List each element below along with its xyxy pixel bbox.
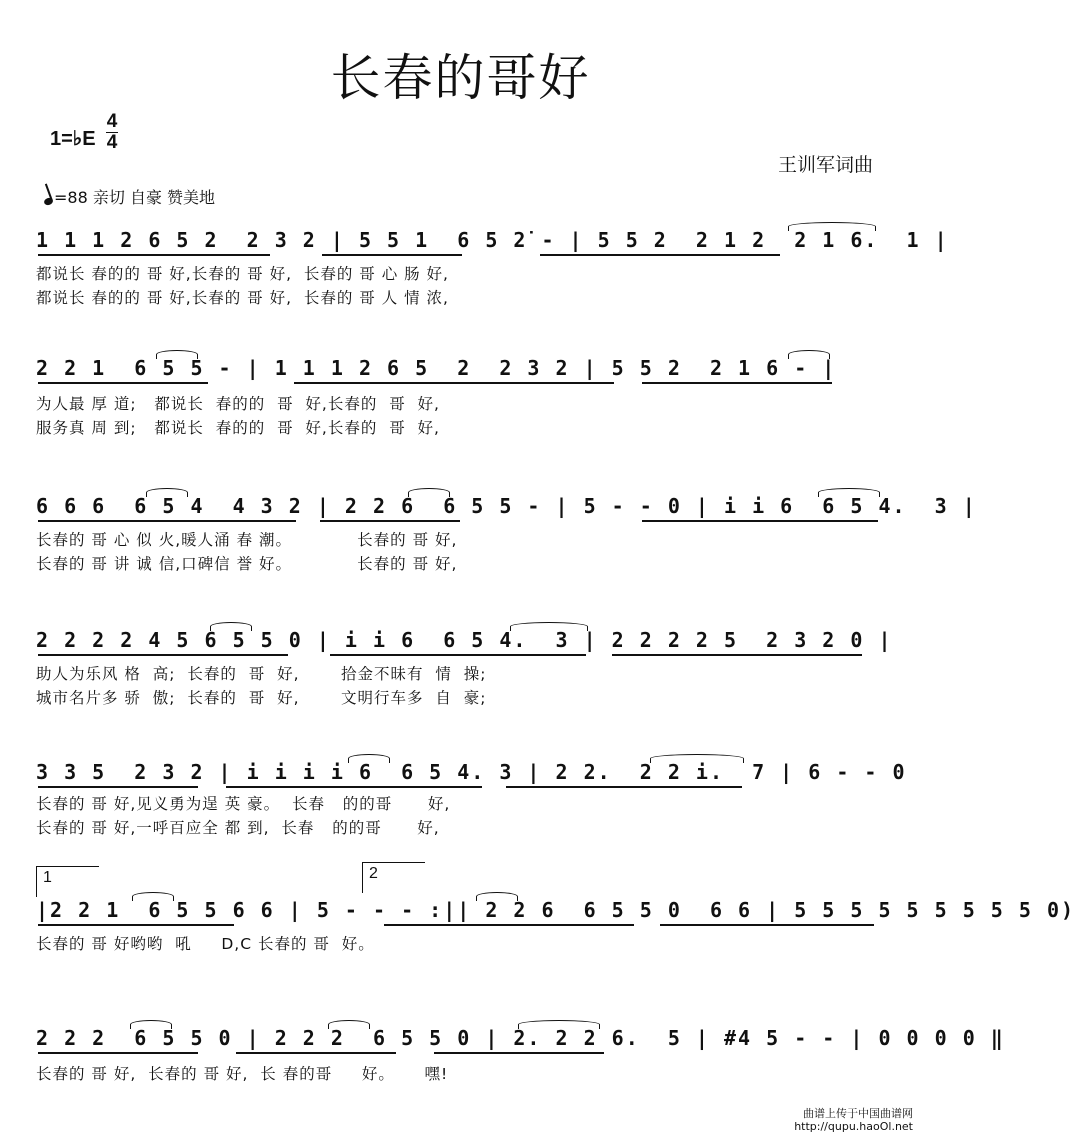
lyric-line-4a: 助人为乐风 格 高; 长春的 哥 好, 拾金不昧有 情 操; [36,665,487,683]
beam-underline [330,654,586,656]
key-signature: 1=♭E [50,128,96,150]
lyric-line-1a: 都说长 春的的 哥 好,长春的 哥 好, 长春的 哥 心 肠 好, [36,265,449,283]
notation-line-3: 6 6 6 6 5 4 4 3 2 | 2 2 6 6 5 5 - | 5 - - 0 | i i 6 6 5 4. 3 | [36,494,977,518]
tie-slur [510,622,588,631]
first-ending-label: 1 [43,869,52,886]
beam-underline [660,924,874,926]
beam-underline [226,786,482,788]
tie-slur [476,892,518,901]
tie-slur [210,622,252,631]
tie-slur [156,350,198,359]
beam-underline [642,520,878,522]
beam-underline [38,254,270,256]
tempo-marking [44,185,215,208]
tie-slur [408,488,450,497]
second-ending-label: 2 [369,865,378,882]
lyric-line-2a: 为人最 厚 道; 都说长 春的的 哥 好,长春的 哥 好, [36,395,440,413]
lyric-line-7: 长春的 哥 好, 长春的 哥 好, 长 春的哥 好。 嘿! [36,1065,449,1083]
notation-line-2: 2 2 1 6 5 5 - | 1 1 1 2 6 5 2 2 3 2 | 5 5 2 2 1 6 - | [36,356,837,380]
lyric-line-5a: 长春的 哥 好,见义勇为逞 英 豪。 长春 的的哥 好, [36,795,451,813]
song-title: 长春的哥好 [330,49,591,107]
lyric-line-3b: 长春的 哥 讲 诚 信,口碑信 誉 好。 长春的 哥 好, [36,555,458,573]
notation-line-1: 1 1 1 2 6 5 2 2 3 2 | 5 5 1 6 5 2̇ - | 5 5 2 2 1 2 2 1 6. 1 | [36,228,949,252]
beam-underline [612,654,862,656]
tie-slur [348,754,390,763]
tie-slur [130,1020,172,1029]
lyric-line-4b: 城市名片多 骄 傲; 长春的 哥 好, 文明行车多 自 豪; [36,689,487,707]
tie-slur [818,488,880,497]
tie-slur [328,1020,370,1029]
notation-line-5: 3 3 5 2 3 2 | i i i i 6 6 5 4. 3 | 2 2. 2 2 i. 7 | 6 - - 0 [36,760,907,784]
beam-underline [506,786,742,788]
tie-slur [650,754,744,763]
lyric-line-3a: 长春的 哥 心 似 火,暖人涌 春 潮。 长春的 哥 好, [36,531,458,549]
notation-line-6: |2 2 1 6 5 5 6 6 | 5 - - - :|| 2 2 6 6 5 5 0 6 6 | 5 5 5 5 5 5 5 5 5 0) [36,898,1075,922]
beam-underline [38,786,198,788]
first-ending-bracket [36,866,99,897]
tempo-text: =88 亲切 自豪 赞美地 [54,188,216,207]
second-ending-bracket [362,862,425,893]
beam-underline [322,254,462,256]
tie-slur [788,222,876,231]
meter-top: 4 [106,111,118,132]
beam-underline [434,1052,604,1054]
beam-underline [236,1052,396,1054]
quarter-note-icon [43,197,54,207]
beam-underline [540,254,780,256]
notation-line-7: 2 2 2 6 5 5 0 | 2 2 2 6 5 5 0 | 2. 2 2 6. 5 | #4 5 - - | 0 0 0 0 ‖ [36,1026,1005,1050]
lyric-line-1b: 都说长 春的的 哥 好,长春的 哥 好, 长春的 哥 人 情 浓, [36,289,449,307]
tie-slur [132,892,174,901]
beam-underline [38,382,208,384]
beam-underline [38,1052,198,1054]
time-signature [104,112,120,153]
watermark-line-2: http://qupu.haoOl.net [794,1120,913,1133]
lyric-line-2b: 服务真 周 到; 都说长 春的的 哥 好,长春的 哥 好, [36,419,440,437]
beam-underline [38,520,296,522]
beam-underline [294,382,614,384]
watermark-line-1: 曲谱上传于中国曲谱网 [803,1107,913,1120]
tie-slur [518,1020,600,1029]
lyric-line-6: 长春的 哥 好哟哟 吼 D,C 长春的 哥 好。 [36,935,375,953]
beam-underline [38,924,234,926]
beam-underline [642,382,832,384]
lyric-line-5b: 长春的 哥 好,一呼百应全 都 到, 长春 的的哥 好, [36,819,440,837]
composer-credit: 王训军词曲 [777,154,873,176]
tie-slur [146,488,188,497]
beam-underline [320,520,460,522]
beam-underline [38,654,288,656]
notation-line-4: 2 2 2 2 4 5 6 5 5 0 | i i 6 6 5 4. 3 | 2 2 2 2 5 2 3 2 0 | [36,628,893,652]
tie-slur [788,350,830,359]
meter-bottom: 4 [106,132,118,153]
beam-underline [384,924,634,926]
watermark [794,1107,913,1133]
